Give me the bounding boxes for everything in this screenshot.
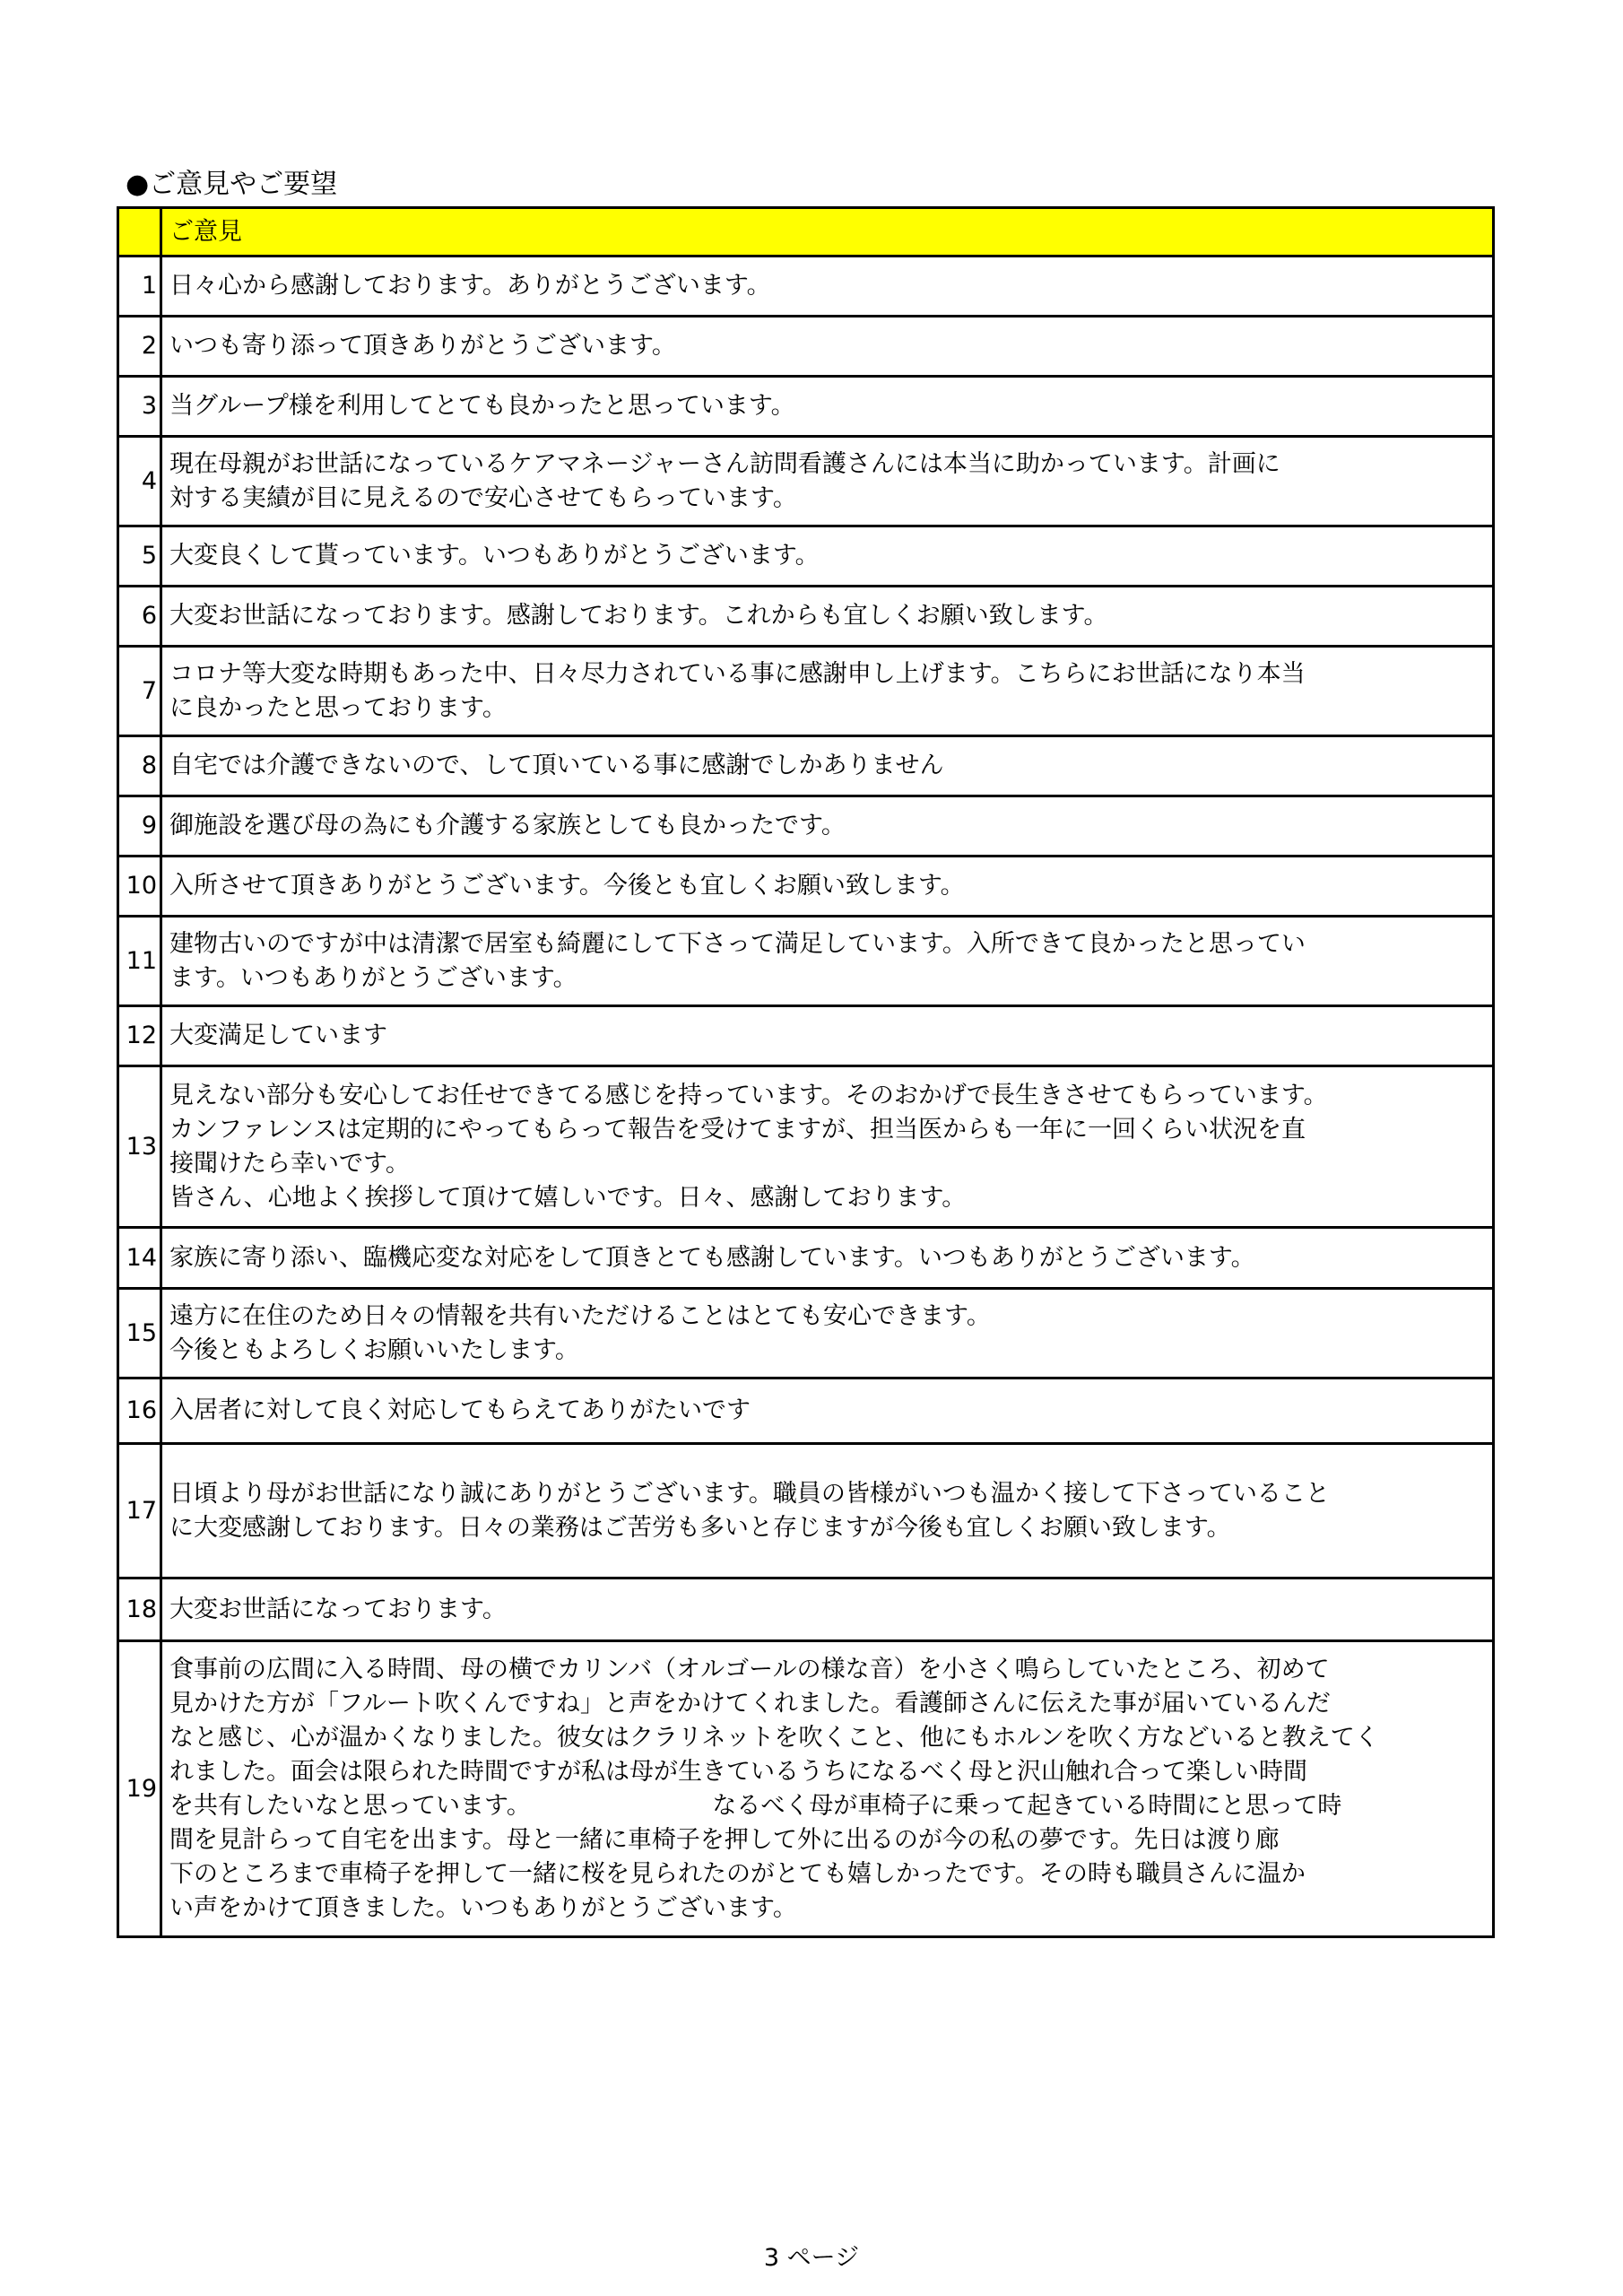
row-comment: 日々心から感謝しております。ありがとうございます。 [161, 257, 1494, 317]
row-number: 17 [118, 1444, 161, 1578]
row-number: 4 [118, 437, 161, 526]
table-row [118, 257, 1494, 317]
row-comment: いつも寄り添って頂きありがとうございます。 [161, 317, 1494, 377]
row-comment: 大変お世話になっております。感謝しております。これからも宜しくお願い致します。 [161, 587, 1494, 647]
table-row [118, 377, 1494, 437]
page-number: 3 ページ [763, 2244, 860, 2272]
page-heading: ●ご意見やご要望 [126, 169, 338, 200]
table-row [118, 796, 1494, 857]
row-comment: 見えない部分も安心してお任せできてる感じを持っています。そのおかげで長生きさせてもらっています。 カンファレンスは定期的にやってもらって報告を受けてますが、担当医からも一年に一回くらい状況を直 接聞けたら幸いです。 皆さん、心地よく挨拶して頂けて嬉しいです。日々、感謝しております。 [161, 1066, 1494, 1228]
row-comment: 自宅では介護できないので、して頂いている事に感謝でしかありません [161, 736, 1494, 796]
row-comment: 遠方に在住のため日々の情報を共有いただけることはとても安心できます。 今後ともよろしくお願いいたします。 [161, 1289, 1494, 1378]
table-row [118, 917, 1494, 1006]
row-number: 2 [118, 317, 161, 377]
row-number: 9 [118, 796, 161, 857]
row-number: 8 [118, 736, 161, 796]
row-comment: コロナ等大変な時期もあった中、日々尽力されている事に感謝申し上げます。こちらにお世話になり本当 に良かったと思っております。 [161, 647, 1494, 736]
row-number: 14 [118, 1228, 161, 1289]
row-number: 18 [118, 1578, 161, 1641]
table-row [118, 647, 1494, 736]
table-body [118, 208, 1494, 1937]
row-comment: 大変良くして貰っています。いつもありがとうございます。 [161, 526, 1494, 587]
table-row [118, 736, 1494, 796]
row-number: 15 [118, 1289, 161, 1378]
table-row [118, 1444, 1494, 1578]
feedback-table [117, 206, 1495, 1938]
header-label-cell: ご意見 [161, 208, 1494, 257]
table-row [118, 1378, 1494, 1444]
row-number: 7 [118, 647, 161, 736]
row-number: 11 [118, 917, 161, 1006]
row-comment: 現在母親がお世話になっているケアマネージャーさん訪問看護さんには本当に助かっています。計画に 対する実績が目に見えるので安心させてもらっています。 [161, 437, 1494, 526]
row-number: 10 [118, 857, 161, 917]
row-comment: 日頃より母がお世話になり誠にありがとうございます。職員の皆様がいつも温かく接して下さっていること に大変感謝しております。日々の業務はご苦労も多いと存じますが今後も宜しくお願い致します。 [161, 1444, 1494, 1578]
row-number: 3 [118, 377, 161, 437]
row-comment: 入所させて頂きありがとうございます。今後とも宜しくお願い致します。 [161, 857, 1494, 917]
row-number: 5 [118, 526, 161, 587]
table-row [118, 587, 1494, 647]
table-row [118, 1006, 1494, 1066]
row-number: 12 [118, 1006, 161, 1066]
row-number: 13 [118, 1066, 161, 1228]
row-comment: 大変満足しています [161, 1006, 1494, 1066]
row-comment: 食事前の広間に入る時間、母の横でカリンバ（オルゴールの様な音）を小さく鳴らしていたところ、初めて 見かけた方が「フルート吹くんですね」と声をかけてくれました。看護師さんに伝えた事が届いているんだ なと感じ、心が温かくなりました。彼女はクラリネットを吹くこと、他にもホルンを吹く方などいると教えてく れました。面会は限られた時間ですが私は母が生きているうちになるべく母と沢山触れ合って楽しい時間 を共有したいなと思っています。 なるべく母が車椅子に乗って起きている時間にと思って時 間を見計らって自宅を出ます。母と一緒に車椅子を押して外に出るのが今の私の夢です。先日は渡り廊 下のところまで車椅子を押して一緒に桜を見られたのがとても嬉しかったです。その時も職員さんに温か い声をかけて頂きました。いつもありがとうございます。 [161, 1641, 1494, 1937]
table-row [118, 1641, 1494, 1937]
table-row [118, 437, 1494, 526]
row-number: 19 [118, 1641, 161, 1937]
row-comment: 当グループ様を利用してとても良かったと思っています。 [161, 377, 1494, 437]
header-number-cell [118, 208, 161, 257]
table-row [118, 317, 1494, 377]
table-row [118, 1066, 1494, 1228]
table-row [118, 1289, 1494, 1378]
row-number: 6 [118, 587, 161, 647]
table-row [118, 857, 1494, 917]
row-comment: 御施設を選び母の為にも介護する家族としても良かったです。 [161, 796, 1494, 857]
table-row [118, 1578, 1494, 1641]
table-row [118, 1228, 1494, 1289]
table-header-row [118, 208, 1494, 257]
row-comment: 入居者に対して良く対応してもらえてありがたいです [161, 1378, 1494, 1444]
row-comment: 家族に寄り添い、臨機応変な対応をして頂きとても感謝しています。いつもありがとうございます。 [161, 1228, 1494, 1289]
row-comment: 大変お世話になっております。 [161, 1578, 1494, 1641]
row-comment: 建物古いのですが中は清潔で居室も綺麗にして下さって満足しています。入所できて良かったと思ってい ます。いつもありがとうございます。 [161, 917, 1494, 1006]
table-row [118, 526, 1494, 587]
row-number: 1 [118, 257, 161, 317]
row-number: 16 [118, 1378, 161, 1444]
